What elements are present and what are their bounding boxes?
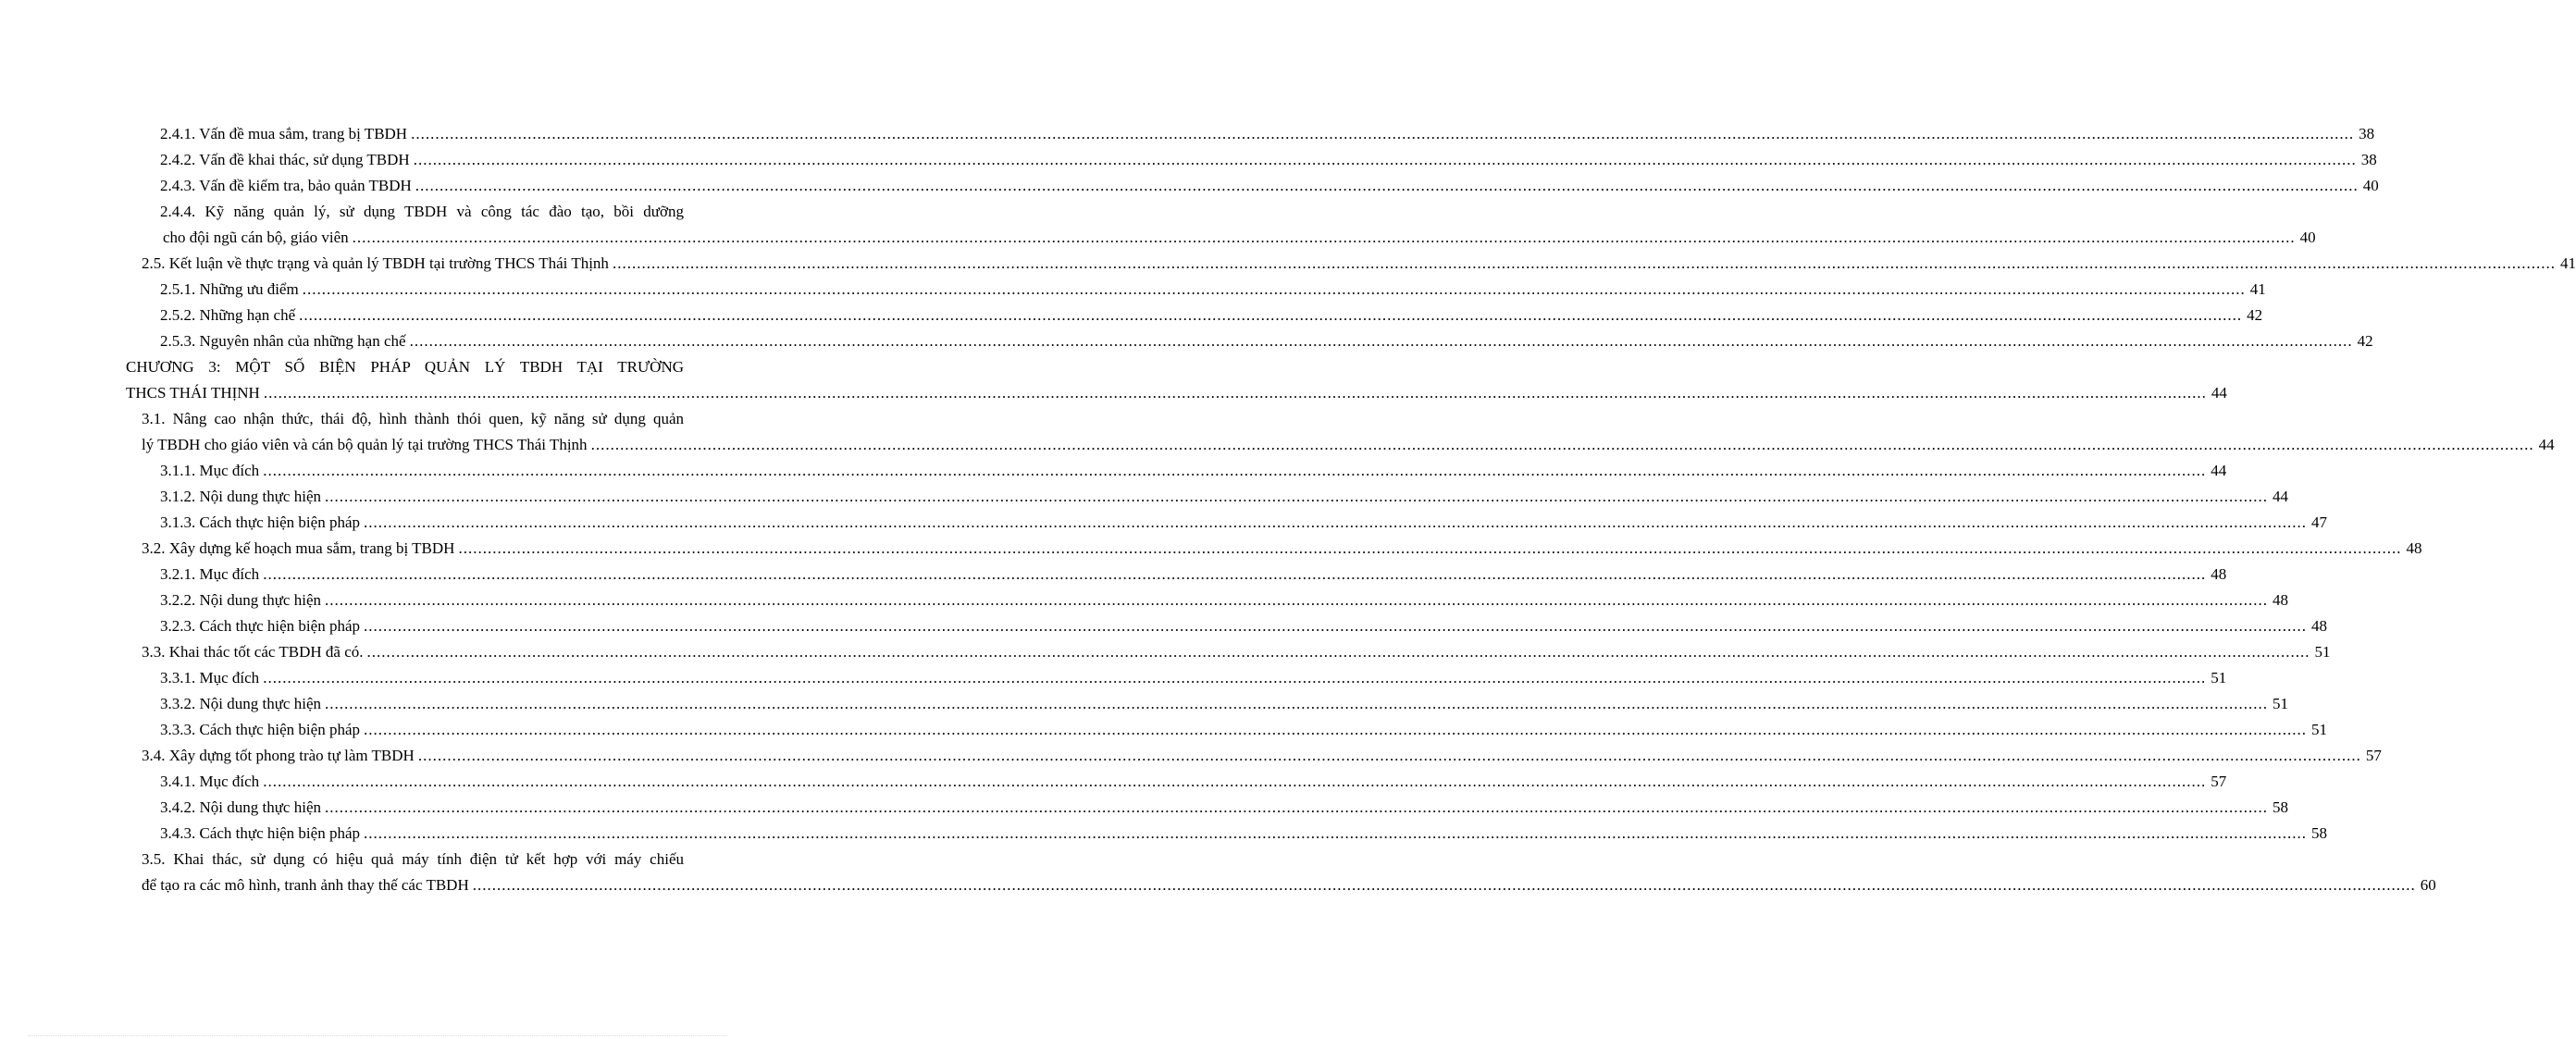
toc-page-number: 51 xyxy=(2311,721,2327,738)
toc-entry-title: 3.4.3. Cách thực hiện biện pháp xyxy=(160,824,360,842)
toc-entry[interactable] xyxy=(0,303,2263,328)
toc-entry-title: 2.5.1. Những ưu điểm xyxy=(160,280,299,298)
toc-entry-title: 3.3.3. Cách thực hiện biện pháp xyxy=(160,721,360,738)
toc-entry-title: 2.4.1. Vấn đề mua sắm, trang bị TBDH xyxy=(160,125,408,142)
toc-entry-text-line: CHƯƠNG 3: MỘT SỐ BIỆN PHÁP QUẢN LÝ TBDH TẠI TRƯỜNG xyxy=(126,358,684,376)
toc-page-number: 58 xyxy=(2311,824,2327,842)
toc-entry[interactable] xyxy=(0,588,2289,613)
toc-dot-leader: ................................................................................................................................................................................................................................................................................................................................................................................................................ xyxy=(364,824,2307,842)
toc-dot-leader: ................................................................................................................................................................................................................................................................................................................................................................................................................ xyxy=(352,229,2296,246)
toc-entry[interactable] xyxy=(0,277,2266,303)
toc-page-number: 40 xyxy=(2299,229,2316,246)
toc-dot-leader: ................................................................................................................................................................................................................................................................................................................................................................................................................ xyxy=(263,384,2207,402)
toc-page-number: 44 xyxy=(2211,384,2227,402)
table-of-contents xyxy=(0,121,2576,898)
toc-entry[interactable] xyxy=(0,354,2227,406)
toc-entry[interactable] xyxy=(0,328,2373,354)
toc-entry[interactable] xyxy=(0,406,2555,458)
toc-page-number: 44 xyxy=(2211,462,2227,479)
toc-entry-title: 3.1.1. Mục đích xyxy=(160,462,260,479)
toc-entry-title: 3.2. Xây dựng kế hoạch mua sắm, trang bị TBDH xyxy=(142,539,455,557)
toc-page-number: 51 xyxy=(2314,643,2331,661)
toc-entry[interactable] xyxy=(0,251,2576,277)
toc-dot-leader: ................................................................................................................................................................................................................................................................................................................................................................................................................ xyxy=(263,669,2207,686)
toc-entry-title: 2.5.3. Nguyên nhân của những hạn chế xyxy=(160,332,406,350)
toc-page-number: 42 xyxy=(2357,332,2373,350)
toc-page-number: 41 xyxy=(2249,280,2266,298)
toc-dot-leader: ................................................................................................................................................................................................................................................................................................................................................................................................................ xyxy=(325,695,2269,712)
toc-page-number: 38 xyxy=(2359,125,2375,142)
toc-page-number: 60 xyxy=(2420,876,2436,894)
toc-entry[interactable] xyxy=(0,199,2316,251)
toc-entry-title: 3.3.1. Mục đích xyxy=(160,669,260,686)
toc-dot-leader: ................................................................................................................................................................................................................................................................................................................................................................................................................ xyxy=(263,565,2207,583)
toc-entry-title: cho đội ngũ cán bộ, giáo viên xyxy=(163,229,349,246)
toc-entry[interactable] xyxy=(0,121,2375,147)
toc-entry[interactable] xyxy=(0,847,2436,898)
toc-entry[interactable] xyxy=(0,743,2382,769)
toc-entry[interactable] xyxy=(0,510,2327,536)
toc-entry[interactable] xyxy=(0,536,2422,562)
toc-entry-title: 3.3.2. Nội dung thực hiện xyxy=(160,695,322,712)
toc-entry[interactable] xyxy=(0,769,2227,795)
toc-dot-leader: ................................................................................................................................................................................................................................................................................................................................................................................................................ xyxy=(364,617,2307,635)
toc-page-number: 48 xyxy=(2273,591,2289,609)
toc-dot-leader: ................................................................................................................................................................................................................................................................................................................................................................................................................ xyxy=(325,591,2269,609)
toc-entry[interactable] xyxy=(0,665,2227,691)
toc-page-number: 48 xyxy=(2211,565,2227,583)
toc-page-number: 42 xyxy=(2247,306,2263,324)
toc-dot-leader: ................................................................................................................................................................................................................................................................................................................................................................................................................ xyxy=(472,876,2416,894)
toc-dot-leader: ................................................................................................................................................................................................................................................................................................................................................................................................................ xyxy=(364,721,2307,738)
toc-entry-title: lý TBDH cho giáo viên và cán bộ quản lý tại trường THCS Thái Thịnh xyxy=(142,436,588,453)
toc-entry-title: 3.1.2. Nội dung thực hiện xyxy=(160,488,322,505)
toc-entry-title: 2.4.2. Vấn đề khai thác, sử dụng TBDH xyxy=(160,151,410,168)
toc-entry[interactable] xyxy=(0,691,2289,717)
toc-entry-title: 3.1.3. Cách thực hiện biện pháp xyxy=(160,513,360,531)
toc-entry[interactable] xyxy=(0,458,2227,484)
toc-dot-leader: ................................................................................................................................................................................................................................................................................................................................................................................................................ xyxy=(415,177,2359,194)
toc-entry[interactable] xyxy=(0,613,2327,639)
toc-entry-title: 2.5. Kết luận về thực trạng và quản lý TBDH tại trường THCS Thái Thịnh xyxy=(142,254,609,272)
toc-dot-leader: ................................................................................................................................................................................................................................................................................................................................................................................................................ xyxy=(325,488,2269,505)
toc-entry-title: 3.4. Xây dựng tốt phong trào tự làm TBDH xyxy=(142,747,415,764)
toc-entry[interactable] xyxy=(0,717,2327,743)
toc-page-number: 51 xyxy=(2273,695,2289,712)
toc-entry-title: 3.2.2. Nội dung thực hiện xyxy=(160,591,322,609)
toc-entry-title: 3.2.3. Cách thực hiện biện pháp xyxy=(160,617,360,635)
toc-dot-leader: ................................................................................................................................................................................................................................................................................................................................................................................................................ xyxy=(299,306,2243,324)
toc-entry[interactable] xyxy=(0,639,2331,665)
toc-page-number: 41 xyxy=(2559,254,2576,272)
toc-page-number: 48 xyxy=(2406,539,2422,557)
page-bottom-rule xyxy=(28,1035,727,1036)
toc-page-number: 40 xyxy=(2362,177,2379,194)
toc-dot-leader: ................................................................................................................................................................................................................................................................................................................................................................................................................ xyxy=(364,513,2307,531)
toc-dot-leader: ................................................................................................................................................................................................................................................................................................................................................................................................................ xyxy=(409,332,2353,350)
toc-entry[interactable] xyxy=(0,173,2379,199)
toc-page-number: 57 xyxy=(2365,747,2382,764)
toc-entry-text-line: 3.5. Khai thác, sử dụng có hiệu quả máy tính điện tử kết hợp với máy chiếu xyxy=(142,850,684,868)
toc-entry-title: THCS THÁI THỊNH xyxy=(126,384,260,402)
toc-entry[interactable] xyxy=(0,562,2227,588)
toc-page-number: 51 xyxy=(2211,669,2227,686)
toc-entry-title: 3.4.1. Mục đích xyxy=(160,773,260,790)
toc-dot-leader: ................................................................................................................................................................................................................................................................................................................................................................................................................ xyxy=(413,151,2357,168)
toc-entry-title: 2.4.3. Vấn đề kiểm tra, bảo quản TBDH xyxy=(160,177,412,194)
toc-entry-title: 3.2.1. Mục đích xyxy=(160,565,260,583)
toc-dot-leader: ................................................................................................................................................................................................................................................................................................................................................................................................................ xyxy=(263,462,2207,479)
toc-entry[interactable] xyxy=(0,147,2377,173)
toc-page-number: 44 xyxy=(2273,488,2289,505)
toc-dot-leader: ................................................................................................................................................................................................................................................................................................................................................................................................................ xyxy=(366,643,2310,661)
toc-dot-leader: ................................................................................................................................................................................................................................................................................................................................................................................................................ xyxy=(612,254,2556,272)
toc-page-number: 44 xyxy=(2538,436,2555,453)
toc-page-number: 48 xyxy=(2311,617,2327,635)
toc-dot-leader: ................................................................................................................................................................................................................................................................................................................................................................................................................ xyxy=(411,125,2355,142)
toc-dot-leader: ................................................................................................................................................................................................................................................................................................................................................................................................................ xyxy=(590,436,2534,453)
toc-entry-title: 2.5.2. Những hạn chế xyxy=(160,306,296,324)
toc-dot-leader: ................................................................................................................................................................................................................................................................................................................................................................................................................ xyxy=(325,798,2269,816)
toc-entry-title: 3.4.2. Nội dung thực hiện xyxy=(160,798,322,816)
toc-entry-text-line: 2.4.4. Kỹ năng quản lý, sử dụng TBDH và công tác đào tạo, bồi dưỡng xyxy=(160,203,684,220)
toc-page-number: 57 xyxy=(2211,773,2227,790)
toc-entry[interactable] xyxy=(0,484,2289,510)
toc-page-number: 38 xyxy=(2360,151,2377,168)
toc-dot-leader: ................................................................................................................................................................................................................................................................................................................................................................................................................ xyxy=(417,747,2361,764)
toc-dot-leader: ................................................................................................................................................................................................................................................................................................................................................................................................................ xyxy=(263,773,2207,790)
toc-entry[interactable] xyxy=(0,821,2327,847)
toc-page-number: 47 xyxy=(2311,513,2327,531)
toc-dot-leader: ................................................................................................................................................................................................................................................................................................................................................................................................................ xyxy=(458,539,2402,557)
toc-page-number: 58 xyxy=(2273,798,2289,816)
toc-entry-title: để tạo ra các mô hình, tranh ảnh thay thế các TBDH xyxy=(142,876,469,894)
toc-entry-title: 3.3. Khai thác tốt các TBDH đã có. xyxy=(142,643,364,661)
toc-entry-text-line: 3.1. Nâng cao nhận thức, thái độ, hình thành thói quen, kỹ năng sử dụng quản xyxy=(142,410,684,427)
toc-entry[interactable] xyxy=(0,795,2289,821)
toc-dot-leader: ................................................................................................................................................................................................................................................................................................................................................................................................................ xyxy=(302,280,2246,298)
